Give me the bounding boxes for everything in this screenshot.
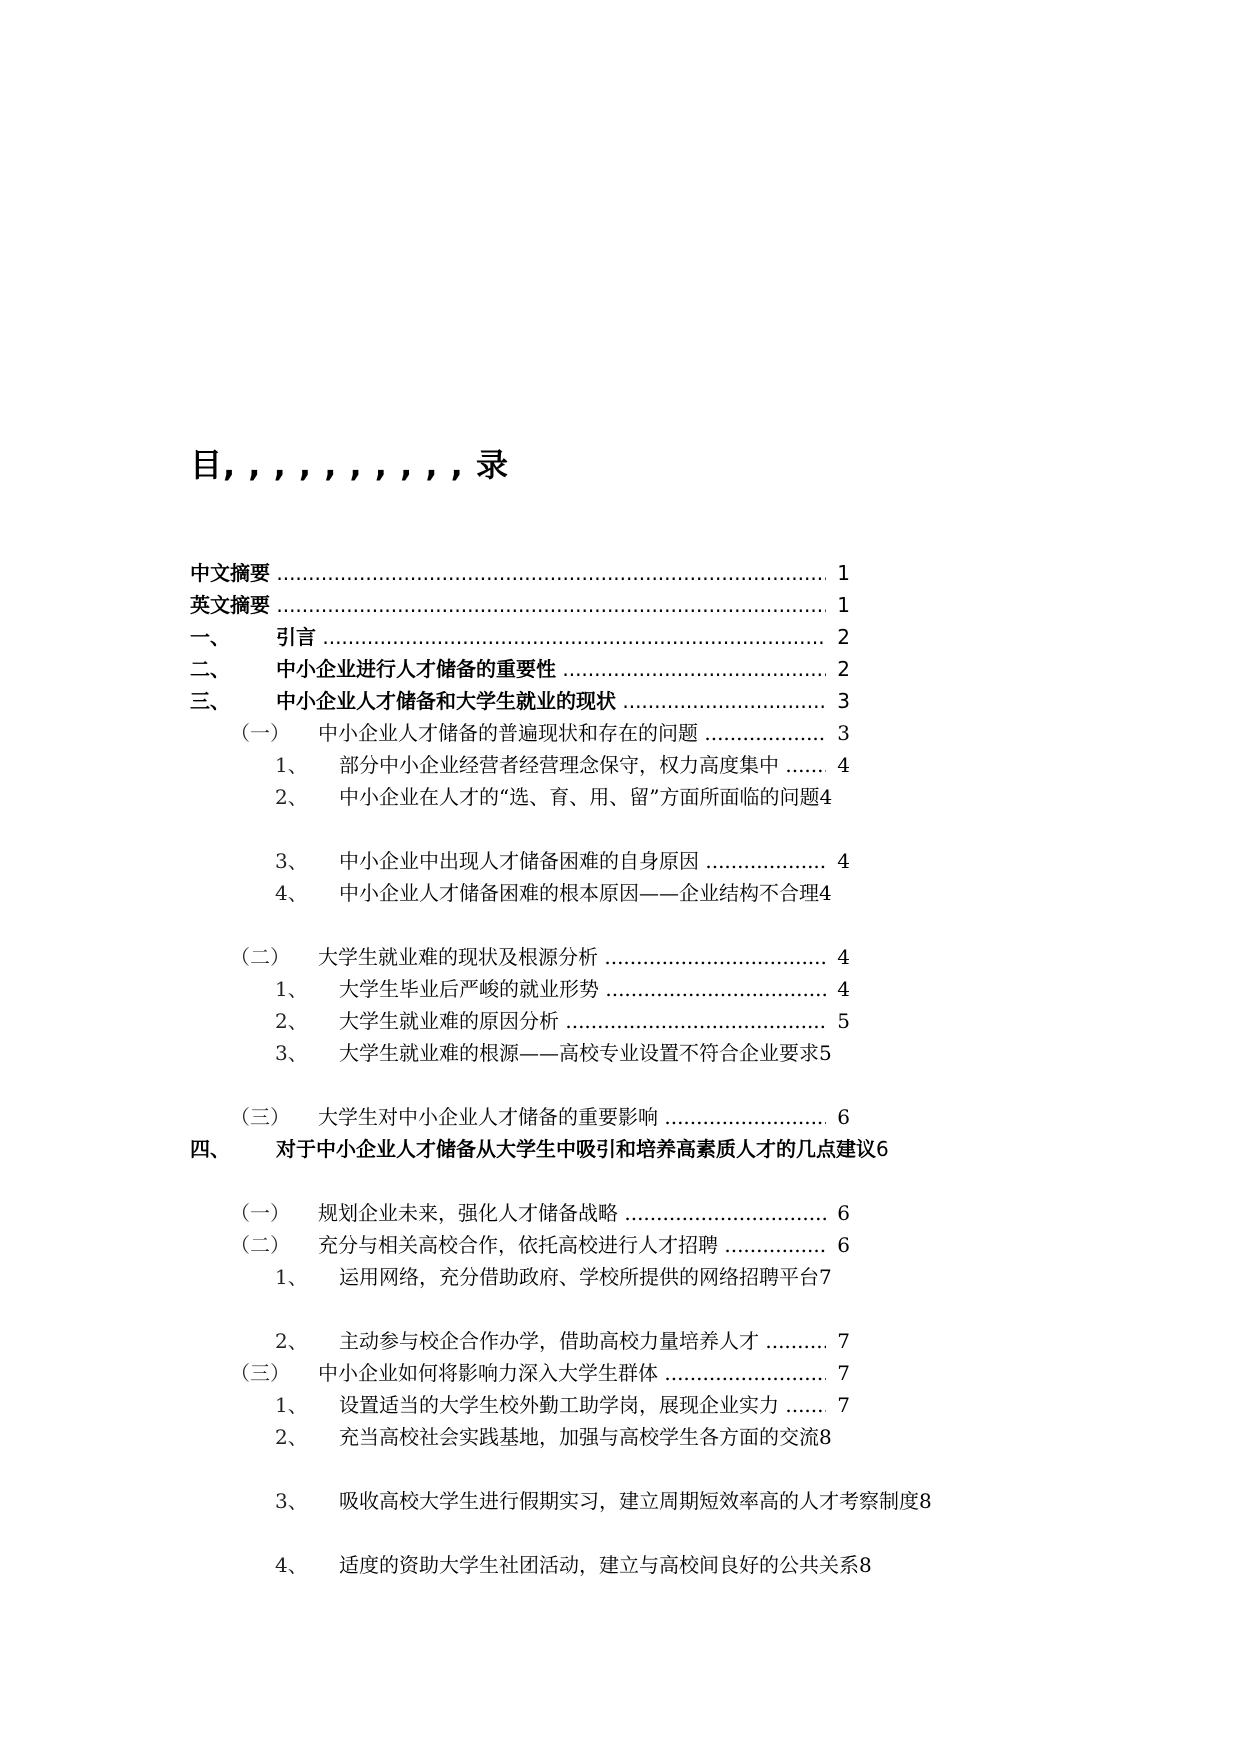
toc-entry-text: 中小企业进行人才储备的重要性 ..... xyxy=(276,656,826,682)
toc-entry-page: 6 xyxy=(837,1201,850,1225)
toc-entry[interactable] xyxy=(275,1328,850,1354)
toc-entry[interactable] xyxy=(275,1008,850,1034)
toc-entry-text: 中小企业如何将影响力深入大学生群体 ..... xyxy=(318,1360,826,1386)
toc-entry-text: 中小企业人才储备和大学生就业的现状 ..... xyxy=(276,688,826,714)
toc-entry-text: 充分与相关高校合作，依托高校进行人才招聘 ..... xyxy=(318,1232,826,1258)
toc-entry-page: 4 xyxy=(837,849,850,873)
toc-entry-page: 8 xyxy=(819,1425,832,1449)
toc-entry-text: 中文摘要 ..... xyxy=(190,560,826,586)
toc-entry-page: 1 xyxy=(837,561,850,585)
toc-entry-text: 充当高校社会实践基地，加强与高校学生各方面的交流 xyxy=(339,1425,819,1449)
toc-entry-number: 三、 xyxy=(190,689,230,713)
toc-entry-text: 中小企业人才储备的普遍现状和存在的问题 ..... xyxy=(318,720,826,746)
toc-entry-text: 大学生毕业后严峻的就业形势 ..... xyxy=(339,976,826,1002)
toc-entry[interactable] xyxy=(275,1264,915,1290)
toc-title: 目, , , , , , , , , , 录 xyxy=(190,446,509,484)
toc-entry-page: 6 xyxy=(876,1137,889,1161)
toc-entry-number: 2、 xyxy=(275,1329,308,1353)
toc-entry[interactable] xyxy=(275,1488,995,1514)
toc-entry-page: 1 xyxy=(837,593,850,617)
toc-entry-number: 1、 xyxy=(275,977,308,1001)
toc-entry[interactable] xyxy=(190,1136,990,1162)
toc-entry[interactable] xyxy=(275,880,915,906)
toc-entry-page: 4 xyxy=(819,881,832,905)
toc-entry-text: 吸收高校大学生进行假期实习，建立周期短效率高的人才考察制度 xyxy=(339,1489,919,1513)
toc-entry-number: 1、 xyxy=(275,1265,308,1289)
toc-entry-text: 大学生对中小企业人才储备的重要影响 ..... xyxy=(318,1104,826,1130)
toc-entry-text: 适度的资助大学生社团活动，建立与高校间良好的公共关系 xyxy=(339,1553,859,1577)
toc-entry-text: 运用网络，充分借助政府、学校所提供的网络招聘平台 xyxy=(339,1265,819,1289)
toc-entry-number: 2、 xyxy=(275,1009,308,1033)
toc-entry-page: 8 xyxy=(919,1489,932,1513)
toc-entry-page: 5 xyxy=(837,1009,850,1033)
toc-entry-page: 3 xyxy=(837,721,850,745)
toc-entry[interactable] xyxy=(275,752,850,778)
toc-entry-text: 规划企业未来，强化人才储备战略 ..... xyxy=(318,1200,826,1226)
toc-entry-page: 7 xyxy=(837,1329,850,1353)
toc-entry-page: 4 xyxy=(837,977,850,1001)
toc-entry[interactable] xyxy=(190,560,850,586)
toc-entry-page: 3 xyxy=(837,689,850,713)
toc-entry-text: 中小企业中出现人才储备困难的自身原因 ..... xyxy=(339,848,826,874)
toc-entry-text: 部分中小企业经营者经营理念保守，权力高度集中 ..... xyxy=(339,752,826,778)
toc-entry[interactable] xyxy=(190,624,850,650)
toc-entry[interactable] xyxy=(230,720,850,746)
toc-entry-text: 英文摘要 ..... xyxy=(190,592,826,618)
toc-entry-text: 设置适当的大学生校外勤工助学岗，展现企业实力 ..... xyxy=(339,1392,826,1418)
toc-entry[interactable] xyxy=(275,784,915,810)
toc-entry[interactable] xyxy=(190,592,850,618)
toc-entry-page: 4 xyxy=(837,753,850,777)
toc-entry[interactable] xyxy=(230,1232,850,1258)
toc-entry-page: 6 xyxy=(837,1233,850,1257)
toc-entry-number: 二、 xyxy=(190,657,230,681)
toc-entry[interactable] xyxy=(230,1104,850,1130)
toc-entry-number: 一、 xyxy=(190,625,230,649)
toc-entry-number: 4、 xyxy=(275,1553,308,1577)
toc-entry-number: 4、 xyxy=(275,881,308,905)
toc-entry-page: 2 xyxy=(837,625,850,649)
toc-entry-text: 中小企业在人才的“选、育、用、留”方面所面临的问题 xyxy=(339,785,820,809)
toc-entry-number: 2、 xyxy=(275,785,308,809)
toc-entry-number: （二） xyxy=(230,1233,290,1257)
toc-entry-number: （二） xyxy=(230,945,290,969)
toc-entry-number: 1、 xyxy=(275,753,308,777)
toc-entry-text: 大学生就业难的根源——高校专业设置不符合企业要求 xyxy=(339,1041,819,1065)
toc-entry[interactable] xyxy=(230,944,850,970)
toc-entry-number: （一） xyxy=(230,1201,290,1225)
toc-entry-page: 2 xyxy=(837,657,850,681)
toc-entry[interactable] xyxy=(190,656,850,682)
toc-entry-page: 7 xyxy=(819,1265,832,1289)
toc-entry-text: 大学生就业难的原因分析 ..... xyxy=(339,1008,826,1034)
toc-entry-text: 中小企业人才储备困难的根本原因——企业结构不合理 xyxy=(339,881,819,905)
toc-entry-page: 5 xyxy=(819,1041,832,1065)
toc-entry-number: （三） xyxy=(230,1105,290,1129)
toc-entry-number: （三） xyxy=(230,1361,290,1385)
toc-entry-page: 8 xyxy=(859,1553,872,1577)
toc-entry[interactable] xyxy=(275,1424,915,1450)
toc-entry[interactable] xyxy=(275,1552,955,1578)
toc-entry-text: 对于中小企业人才储备从大学生中吸引和培养高素质人才的几点建议 xyxy=(276,1137,876,1161)
toc-entry-page: 7 xyxy=(837,1361,850,1385)
toc-entry-text: 主动参与校企合作办学，借助高校力量培养人才 ..... xyxy=(339,1328,826,1354)
toc-entry-number: 3、 xyxy=(275,1041,308,1065)
toc-entry-number: 3、 xyxy=(275,1489,308,1513)
toc-entry-number: 1、 xyxy=(275,1393,308,1417)
toc-entry-page: 6 xyxy=(837,1105,850,1129)
toc-entry[interactable] xyxy=(190,688,850,714)
toc-entry-page: 4 xyxy=(819,785,833,809)
toc-entry-page: 7 xyxy=(837,1393,850,1417)
toc-entry[interactable] xyxy=(230,1200,850,1226)
toc-entry-number: 四、 xyxy=(190,1137,230,1161)
toc-entry[interactable] xyxy=(275,848,850,874)
toc-entry[interactable] xyxy=(230,1360,850,1386)
toc-entry-number: 3、 xyxy=(275,849,308,873)
toc-entry-text: 大学生就业难的现状及根源分析 ..... xyxy=(318,944,826,970)
toc-entry-page: 4 xyxy=(837,945,850,969)
toc-entry[interactable] xyxy=(275,1392,850,1418)
toc-entry[interactable] xyxy=(275,976,850,1002)
toc-entry-number: 2、 xyxy=(275,1425,308,1449)
toc-entry-text: 引言 ..... xyxy=(276,624,826,650)
toc-entry[interactable] xyxy=(275,1040,915,1066)
toc-entry-number: （一） xyxy=(230,721,290,745)
